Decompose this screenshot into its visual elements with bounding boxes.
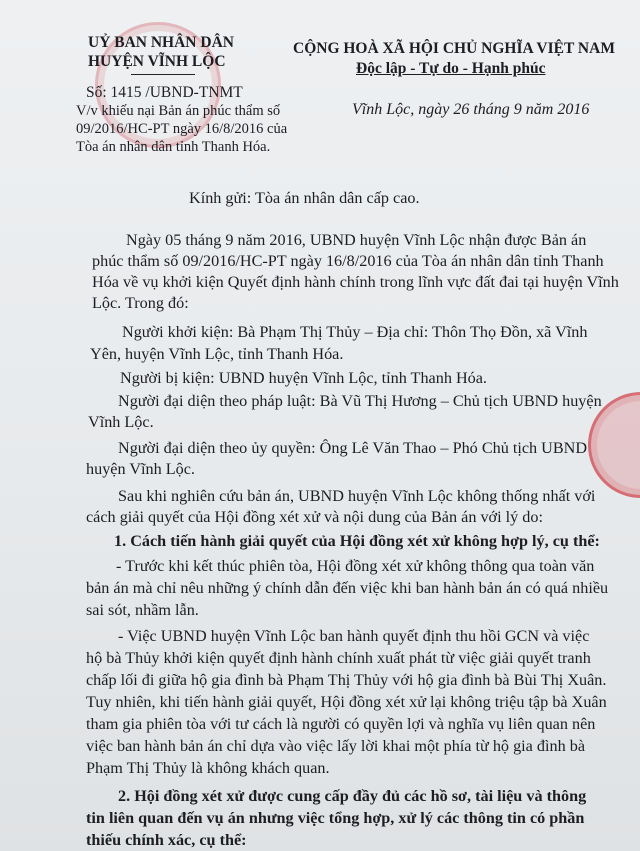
country-name: CỘNG HOÀ XÃ HỘI CHỦ NGHĨA VIỆT NAM <box>293 40 615 57</box>
section-2-line-3: thiếu chính xác, cụ thể: <box>86 831 247 849</box>
recipient: Kính gửi: Tòa án nhân dân cấp cao. <box>189 189 420 207</box>
section-1-para1-line-1: - Trước khi kết thúc phiên tòa, Hội đồng xét xử không thông qua toàn văn <box>116 557 595 575</box>
intro-line-1: Ngày 05 tháng 9 năm 2016, UBND huyện Vĩnh Lộc nhận được Bản án <box>126 231 587 249</box>
section-2-line-1: 2. Hội đồng xét xử được cung cấp đầy đủ các hồ sơ, tài liệu và thông <box>118 787 587 805</box>
subject-line-1: V/v khiếu nại Bản án phúc thẩm số <box>76 103 281 119</box>
section-1-para2-line-1: - Việc UBND huyện Vĩnh Lộc ban hành quyết định thu hồi GCN và việc <box>118 627 590 645</box>
legal-rep-line-2: Vĩnh Lộc. <box>88 413 154 431</box>
national-motto: Độc lập - Tự do - Hạnh phúc <box>356 60 546 77</box>
section-1-para2-line-6: việc ban hành bản án chỉ dựa vào việc lấy lời khai một phía từ hộ gia đình bà <box>86 737 585 755</box>
plaintiff-line-1: Người khởi kiện: Bà Phạm Thị Thủy – Địa chỉ: Thôn Thọ Đồn, xã Vĩnh <box>122 323 588 341</box>
org-name-line2: HUYỆN VĨNH LỘC <box>88 53 226 70</box>
legal-rep-line-1: Người đại diện theo pháp luật: Bà Vũ Thị Hương – Chủ tịch UBND huyện <box>118 392 602 410</box>
section-1-para1-line-3: sai sót, nhầm lẫn. <box>86 601 199 619</box>
intro-line-2: phúc thẩm số 09/2016/HC-PT ngày 16/8/2016 của Tòa án nhân dân tỉnh Thanh <box>92 252 604 270</box>
authorized-rep-line-1: Người đại diện theo ủy quyền: Ông Lê Văn Thao – Phó Chủ tịch UBND <box>118 439 588 457</box>
section-1-para2-line-3: chấp lối đi giữa hộ gia đình bà Phạm Thị Thủy với hộ gia đình bà Bùi Thị Xuân. <box>86 671 607 689</box>
section-1-heading: 1. Cách tiến hành giải quyết của Hội đồng xét xử không hợp lý, cụ thể: <box>114 532 600 550</box>
plaintiff-line-2: Yên, huyện Vĩnh Lộc, tỉnh Thanh Hóa. <box>90 345 344 363</box>
place-date: Vĩnh Lộc, ngày 26 tháng 9 năm 2016 <box>352 101 590 118</box>
section-1-para2-line-2: hộ bà Thủy khởi kiện quyết định hành chính xuất phát từ việc giải quyết tranh <box>86 649 591 667</box>
subject-line-3: Tòa án nhân dân tỉnh Thanh Hóa. <box>76 139 271 155</box>
org-name-line1: UỶ BAN NHÂN DÂN <box>88 34 234 51</box>
authorized-rep-line-2: huyện Vĩnh Lộc. <box>86 460 195 478</box>
document-number: Số: 1415 /UBND-TNMT <box>86 84 243 101</box>
intro-line-3: Hóa về vụ khởi kiện Quyết định hành chính trong lĩnh vực đất đai tại huyện Vĩnh <box>92 273 619 291</box>
after-study-line-2: cách giải quyết của Hội đồng xét xử và nội dung của Bản án với lý do: <box>86 508 543 526</box>
section-1-para2-line-5: tham gia phiên tòa với tư cách là người có quyền lợi và nghĩa vụ liên quan nên <box>86 715 596 733</box>
org-underline <box>131 74 195 75</box>
section-1-para2-line-7: Phạm Thị Thủy là không khách quan. <box>86 759 330 777</box>
intro-line-4: Lộc. Trong đó: <box>92 294 189 312</box>
section-1-para1-line-2: bản án mà chỉ nêu những ý chính dẫn đến việc khi ban hành bản án có quá nhiều <box>86 579 609 597</box>
section-2-line-2: tin liên quan đến vụ án nhưng việc tổng hợp, xử lý các thông tin có phần <box>86 809 585 827</box>
subject-line-2: 09/2016/HC-PT ngày 16/8/2016 của <box>76 121 288 137</box>
section-1-para2-line-4: Tuy nhiên, khi tiến hành giải quyết, Hội đồng xét xử lại không triệu tập bà Xuân <box>86 693 607 711</box>
defendant: Người bị kiện: UBND huyện Vĩnh Lộc, tỉnh Thanh Hóa. <box>120 369 487 387</box>
after-study-line-1: Sau khi nghiên cứu bản án, UBND huyện Vĩnh Lộc không thống nhất với <box>118 487 596 505</box>
